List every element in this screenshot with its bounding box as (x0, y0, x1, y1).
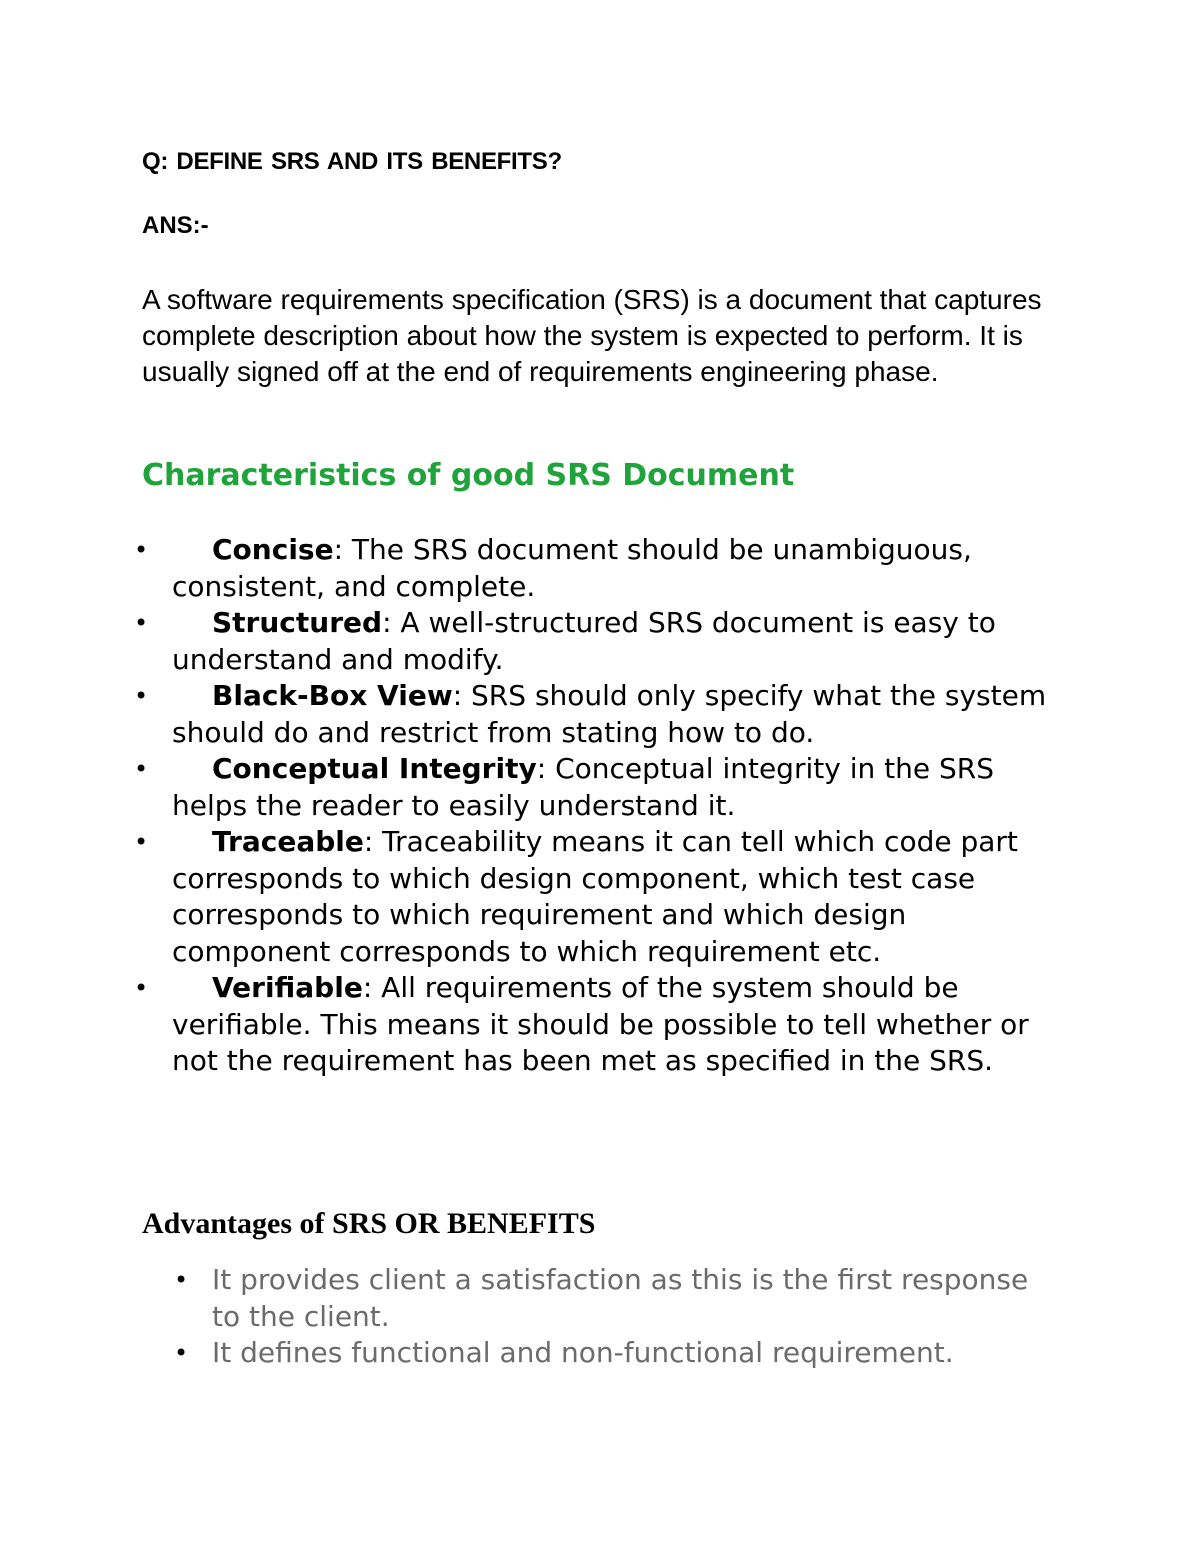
item-description: : All requirements of the system should be verifiable. This means it should be possible to tell whether or not the requirement has been met as specified in the SRS. (172, 971, 1029, 1077)
list-item (0, 824, 1072, 970)
item-term: Structured (212, 606, 383, 639)
advantages-heading: Advantages of SRS OR BENEFITS (142, 1207, 596, 1240)
advantage-text: It provides client a satisfaction as this is the first response to the client. (212, 1263, 1029, 1333)
bullet-icon: • (174, 1339, 189, 1367)
item-term: Verifiable (212, 971, 363, 1004)
bullet-icon: • (134, 828, 149, 856)
item-description: : A well-structured SRS document is easy to understand and modify. (172, 606, 996, 676)
bullet-icon: • (174, 1266, 189, 1294)
bullet-icon: • (134, 609, 149, 637)
item-description: : The SRS document should be unambiguous, consistent, and complete. (172, 533, 972, 603)
list-item (0, 970, 1072, 1080)
bullet-icon: • (134, 974, 149, 1002)
item-term: Conceptual Integrity (212, 752, 537, 785)
advantages-list (0, 1262, 1200, 1372)
item-term: Traceable (212, 825, 364, 858)
list-item (0, 751, 1072, 824)
answer-label: ANS:- (142, 212, 209, 239)
list-item (0, 1262, 1032, 1335)
item-description: : Conceptual integrity in the SRS helps the reader to easily understand it. (172, 752, 994, 822)
list-item (0, 605, 1072, 678)
item-term: Concise (212, 533, 334, 566)
bullet-icon: • (134, 682, 149, 710)
item-description: : Traceability means it can tell which code part corresponds to which design component, which test case corresponds to which requirement and which design component corresponds to which requirement etc. (172, 825, 1018, 968)
list-item (0, 1335, 1032, 1372)
srs-definition-paragraph: A software requirements specification (SRS) is a document that captures complete description about how the system is expected to perform. It is usually signed off at the end of requirements engineering phase. (142, 284, 1042, 387)
advantage-text: It defines functional and non-functional requirement. (212, 1336, 954, 1369)
item-term: Black-Box View (212, 679, 453, 712)
bullet-icon: • (134, 536, 149, 564)
list-item (0, 532, 1072, 605)
item-description: : SRS should only specify what the system should do and restrict from stating how to do. (172, 679, 1047, 749)
bullet-icon: • (134, 755, 149, 783)
question-heading: Q: DEFINE SRS AND ITS BENEFITS? (142, 148, 562, 175)
characteristics-heading: Characteristics of good SRS Document (142, 458, 795, 493)
characteristics-list (0, 532, 1200, 1080)
list-item (0, 678, 1072, 751)
